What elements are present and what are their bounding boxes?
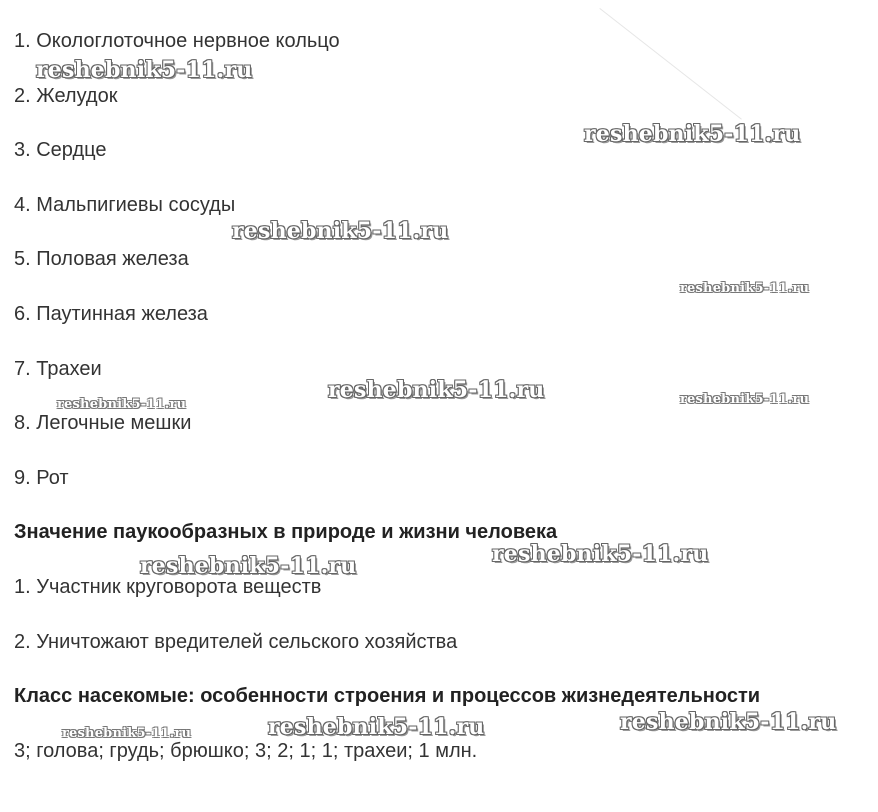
watermark-logo: reshebnik5-11.ru xyxy=(62,726,192,741)
list-item: 9. Рот xyxy=(14,467,69,489)
list-item: 7. Трахеи xyxy=(14,358,102,380)
list-item: 2. Желудок xyxy=(14,85,118,107)
list-item: 2. Уничтожают вредителей сельского хозяйства xyxy=(14,631,458,653)
list-item: 6. Паутинная железа xyxy=(14,303,208,325)
watermark-logo: reshebnik5-11.ru xyxy=(584,121,801,147)
section-heading-insects: Класс насекомые: особенности строения и процессов жизнедеятельности xyxy=(14,685,761,707)
section-heading-meaning: Значение паукообразных в природе и жизни человека xyxy=(14,521,558,543)
list-item: 1. Участник круговорота веществ xyxy=(14,576,322,598)
watermark-logo: reshebnik5-11.ru xyxy=(328,377,545,403)
watermark-logo: reshebnik5-11.ru xyxy=(620,709,837,735)
watermark-logo: reshebnik5-11.ru xyxy=(268,714,485,740)
watermark-logo: reshebnik5-11.ru xyxy=(492,541,709,567)
list-item: 8. Легочные мешки xyxy=(14,412,192,434)
watermark-logo: reshebnik5-11.ru xyxy=(680,392,810,407)
answer-line: 3; голова; грудь; брюшко; 3; 2; 1; 1; трахеи; 1 млн. xyxy=(14,740,478,762)
watermark-logo: reshebnik5-11.ru xyxy=(232,218,449,244)
watermark-logo: reshebnik5-11.ru xyxy=(57,397,187,412)
background-diagonal-line xyxy=(599,8,741,120)
list-item: 4. Мальпигиевы сосуды xyxy=(14,194,236,216)
watermark-logo: reshebnik5-11.ru xyxy=(680,281,810,296)
watermark-logo: reshebnik5-11.ru xyxy=(140,553,357,579)
list-item: 1. Окологлоточное нервное кольцо xyxy=(14,30,340,52)
list-item: 5. Половая железа xyxy=(14,248,189,270)
list-item: 3. Сердце xyxy=(14,139,107,161)
watermark-logo: reshebnik5-11.ru xyxy=(36,57,253,83)
